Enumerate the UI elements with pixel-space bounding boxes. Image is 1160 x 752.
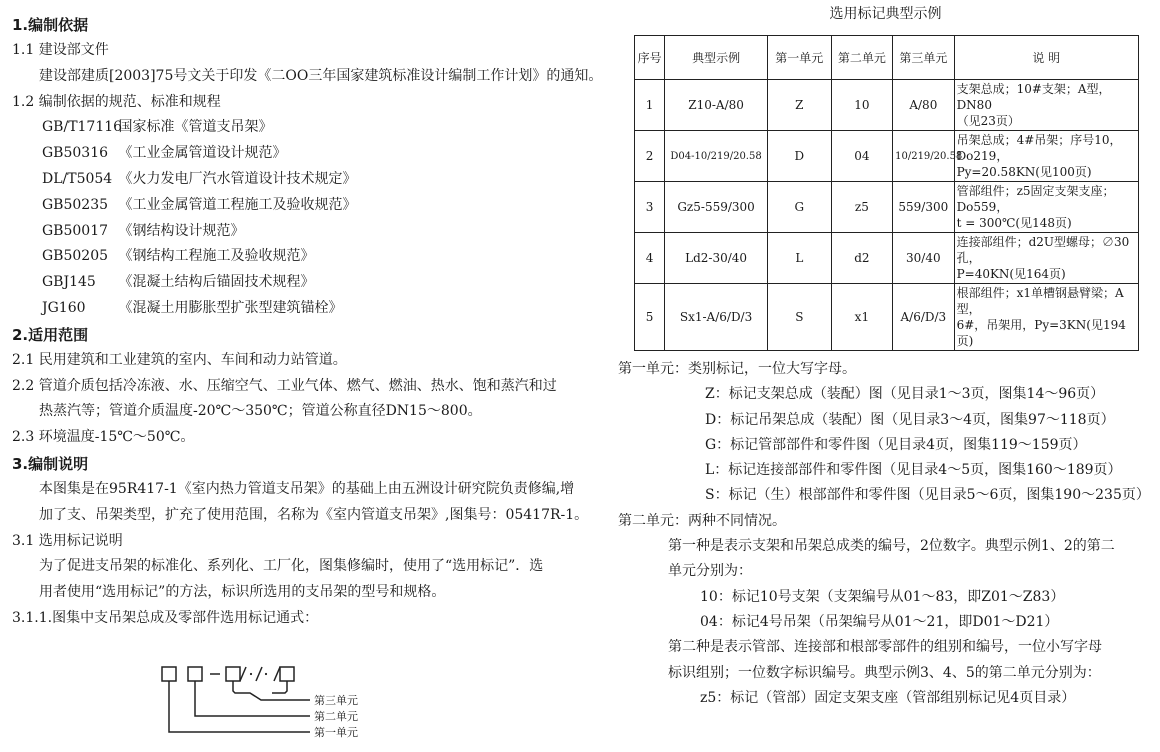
unit1-item: L：标记连接部部件和零件图（见目录4～5页，图集160～189页） bbox=[705, 462, 1122, 479]
standard-item bbox=[12, 193, 602, 219]
table-title: 选用标记典型示例 bbox=[829, 6, 942, 22]
standard-code: GB50316 bbox=[42, 145, 109, 162]
unit2-title: 第二单元：两种不同情况。 bbox=[618, 512, 786, 529]
right-column bbox=[618, 0, 1153, 711]
subsection-3-1-1: 3.1.1.图集中支吊架总成及零部件选用标记通式： bbox=[12, 609, 319, 626]
ministry-document-text: 建设部建质[2003]75号文关于印发《二OO三年国家建筑标准设计编制工作计划》的通知。 bbox=[39, 67, 603, 84]
marking-examples-table bbox=[634, 35, 1139, 351]
standard-code: GBJ145 bbox=[42, 274, 96, 291]
cell-unit3: A/80 bbox=[893, 80, 954, 131]
cell-unit2: d2 bbox=[831, 233, 892, 284]
standard-code: JG160 bbox=[42, 299, 86, 316]
slash-3 bbox=[274, 667, 280, 681]
cell-no: 3 bbox=[635, 182, 665, 233]
standard-code: DL/T5054 bbox=[42, 170, 113, 187]
cell-desc bbox=[954, 233, 1138, 284]
header-unit1: 第一单元 bbox=[767, 36, 831, 80]
cell-unit3: 10/219/20.58 bbox=[893, 131, 954, 182]
desc-line1: 支架总成；10#支架；A型，DN80 bbox=[956, 82, 1111, 112]
standard-name: 《工业金属管道工程施工及验收规范》 bbox=[118, 196, 357, 213]
marking-formula-svg bbox=[150, 660, 410, 748]
standard-name: 国家标准《管道支吊架》 bbox=[118, 119, 273, 136]
standards-list bbox=[12, 115, 602, 321]
cell-unit1: L bbox=[767, 233, 831, 284]
cell-unit1: S bbox=[767, 284, 831, 351]
section-heading-3: 3.编制说明 bbox=[12, 454, 89, 473]
cell-unit3: 30/40 bbox=[893, 233, 954, 284]
unit3-label: 第三单元 bbox=[314, 694, 358, 707]
desc-line2: 6#，吊架用，Py=3KN(见194页) bbox=[956, 318, 1126, 348]
unit1-label: 第一单元 bbox=[314, 726, 358, 739]
section-heading-1: 1.编制依据 bbox=[12, 16, 89, 34]
standard-item bbox=[12, 219, 602, 245]
table-row bbox=[635, 182, 1139, 233]
desc-line2: （见23页） bbox=[956, 114, 1020, 128]
left-column bbox=[12, 12, 602, 632]
unit1-item: Z：标记支架总成（装配）图（见目录1～3页，图集14～96页） bbox=[705, 386, 1105, 403]
table-row bbox=[635, 233, 1139, 284]
standard-code: GB50205 bbox=[42, 248, 109, 265]
slash-1 bbox=[240, 667, 246, 681]
cell-no: 4 bbox=[635, 233, 665, 284]
cell-unit2: 04 bbox=[831, 131, 892, 182]
standard-item bbox=[12, 115, 602, 141]
header-unit2: 第二单元 bbox=[831, 36, 892, 80]
cell-no: 5 bbox=[635, 284, 665, 351]
scope-2-1: 2.1 民用建筑和工业建筑的室内、车间和动力站管道。 bbox=[12, 351, 347, 368]
unit2-example-z5: z5：标记（管部）固定支架支座（管部组别标记见4页目录） bbox=[700, 689, 1076, 706]
cell-desc bbox=[954, 182, 1138, 233]
cell-example: Z10-A/80 bbox=[665, 80, 768, 131]
cell-example: Ld2-30/40 bbox=[665, 233, 768, 284]
marking-text-line1: 为了促进支吊架的标准化、系列化、工厂化，图集修编时，使用了“选用标记”．选 bbox=[39, 558, 544, 575]
unit2-example-04: 04：标记4号吊架（吊架编号从01～21，即D01～D21） bbox=[700, 613, 1059, 630]
header-no: 序号 bbox=[635, 36, 665, 80]
marking-formula-diagram bbox=[150, 660, 410, 748]
cell-unit2: 10 bbox=[831, 80, 892, 131]
standard-name: 《钢结构工程施工及验收规范》 bbox=[118, 248, 315, 265]
leader-unit3 bbox=[233, 681, 310, 700]
desc-line1: 连接部组件；d2U型螺母；∅30孔， bbox=[956, 235, 1130, 265]
subsection-1-1: 1.1 建设部文件 bbox=[12, 42, 109, 58]
compilation-text-line1: 本图集是在95R417-1《室内热力管道支吊架》的基础上由五洲设计研究院负责修编,增 bbox=[39, 480, 575, 497]
leader-unit2 bbox=[195, 681, 310, 716]
desc-line2: P=40KN(见164页) bbox=[956, 267, 1066, 281]
unit-box-1 bbox=[162, 667, 176, 681]
compilation-text-line2: 加了支、吊架类型，扩充了使用范围，名称为《室内管道支吊架》,图集号：05417R-1。 bbox=[39, 506, 589, 523]
cell-unit2: x1 bbox=[831, 284, 892, 351]
unit1-item: G：标记管部部件和零件图（见目录4页，图集119～159页） bbox=[705, 436, 1087, 453]
unit2-example-10: 10：标记10号支架（支架编号从01～83，即Z01～Z83） bbox=[700, 588, 1065, 605]
standard-name: 《工业金属管道设计规范》 bbox=[118, 145, 287, 162]
unit2-case1-line2: 单元分别为： bbox=[668, 563, 752, 580]
standard-item bbox=[12, 270, 602, 296]
standard-item bbox=[12, 296, 602, 322]
header-desc: 说 明 bbox=[954, 36, 1138, 80]
unit-box-2 bbox=[188, 667, 202, 681]
desc-line1: 根部组件；x1单槽钢悬臂梁；A型， bbox=[956, 286, 1124, 316]
slash-2 bbox=[256, 667, 262, 681]
scope-2-3: 2.3 环境温度-15℃～50℃。 bbox=[12, 429, 195, 446]
marking-text-line2: 用者使用“选用标记”的方法，标识所选用的支吊架的型号和规格。 bbox=[39, 584, 446, 601]
scope-2-2-line2: 热蒸汽等；管道介质温度-20℃～350℃；管道公称直径DN15～800。 bbox=[39, 403, 482, 420]
standard-name: 《混凝土用膨胀型扩张型建筑锚栓》 bbox=[118, 299, 343, 316]
desc-line1: 吊架总成；4#吊架；序号10，Do219， bbox=[956, 133, 1122, 163]
unit1-title: 第一单元：类别标记，一位大写字母。 bbox=[618, 361, 856, 377]
table-row bbox=[635, 131, 1139, 182]
standard-code: GB50235 bbox=[42, 196, 109, 213]
cell-unit1: Z bbox=[767, 80, 831, 131]
standard-code: GB50017 bbox=[42, 222, 109, 239]
subsection-3-1: 3.1 选用标记说明 bbox=[12, 532, 123, 549]
table-row bbox=[635, 284, 1139, 351]
unit1-item: D：标记吊架总成（装配）图（见目录3～4页，图集97～118页） bbox=[705, 411, 1115, 428]
unit2-label: 第二单元 bbox=[314, 710, 358, 723]
unit-explanations bbox=[618, 357, 1153, 711]
cell-example: Sx1-A/6/D/3 bbox=[665, 284, 768, 351]
table-row bbox=[635, 80, 1139, 131]
cell-unit2: z5 bbox=[831, 182, 892, 233]
standard-name: 《混凝土结构后锚固技术规程》 bbox=[118, 274, 315, 291]
table-header-row bbox=[635, 36, 1139, 80]
unit2-case2-line1: 第二种是表示管部、连接部和根部零部件的组别和编号，一位小写字母 bbox=[668, 639, 1102, 656]
cell-example: Gz5-559/300 bbox=[665, 182, 768, 233]
desc-line2: Py=20.58KN(见100页) bbox=[956, 165, 1092, 179]
unit2-case2-line2: 标识组别；一位数字标识编号。典型示例3、4、5的第二单元分别为： bbox=[668, 664, 1101, 681]
cell-unit1: G bbox=[767, 182, 831, 233]
unit1-item: S：标记（生）根部部件和零件图（见目录5～6页，图集190～235页） bbox=[705, 487, 1150, 504]
cell-desc bbox=[954, 131, 1138, 182]
header-example: 典型示例 bbox=[665, 36, 768, 80]
subsection-1-2: 1.2 编制依据的规范、标准和规程 bbox=[12, 93, 221, 110]
cell-unit1: D bbox=[767, 131, 831, 182]
unit-box-3b bbox=[280, 667, 294, 681]
leader-unit1 bbox=[169, 681, 310, 732]
cell-unit3: A/6/D/3 bbox=[893, 284, 954, 351]
cell-example: D04-10/219/20.58 bbox=[665, 131, 768, 182]
standard-code: GB/T17116 bbox=[42, 119, 123, 136]
unit2-case1-line1: 第一种是表示支架和吊架总成类的编号，2位数字。典型示例1、2的第二 bbox=[668, 538, 1115, 555]
unit-box-3a bbox=[226, 667, 240, 681]
standard-item bbox=[12, 244, 602, 270]
cell-no: 1 bbox=[635, 80, 665, 131]
desc-line2: t = 300℃(见148页) bbox=[956, 216, 1072, 230]
scope-2-2-line1: 2.2 管道介质包括冷冻液、水、压缩空气、工业气体、燃气、燃油、热水、饱和蒸汽和过 bbox=[12, 377, 557, 394]
cell-desc bbox=[954, 80, 1138, 131]
standard-item bbox=[12, 167, 602, 193]
section-heading-2: 2.适用范围 bbox=[12, 325, 89, 344]
standard-name: 《钢结构设计规范》 bbox=[118, 222, 245, 239]
standard-name: 《火力发电厂汽水管道设计技术规定》 bbox=[118, 170, 357, 187]
leader-unit3-right bbox=[272, 681, 287, 693]
cell-desc bbox=[954, 284, 1138, 351]
standard-item bbox=[12, 141, 602, 167]
cell-unit3: 559/300 bbox=[893, 182, 954, 233]
desc-line1: 管部组件；z5固定支架支座；Do559， bbox=[956, 184, 1115, 214]
cell-no: 2 bbox=[635, 131, 665, 182]
header-unit3: 第三单元 bbox=[893, 36, 954, 80]
